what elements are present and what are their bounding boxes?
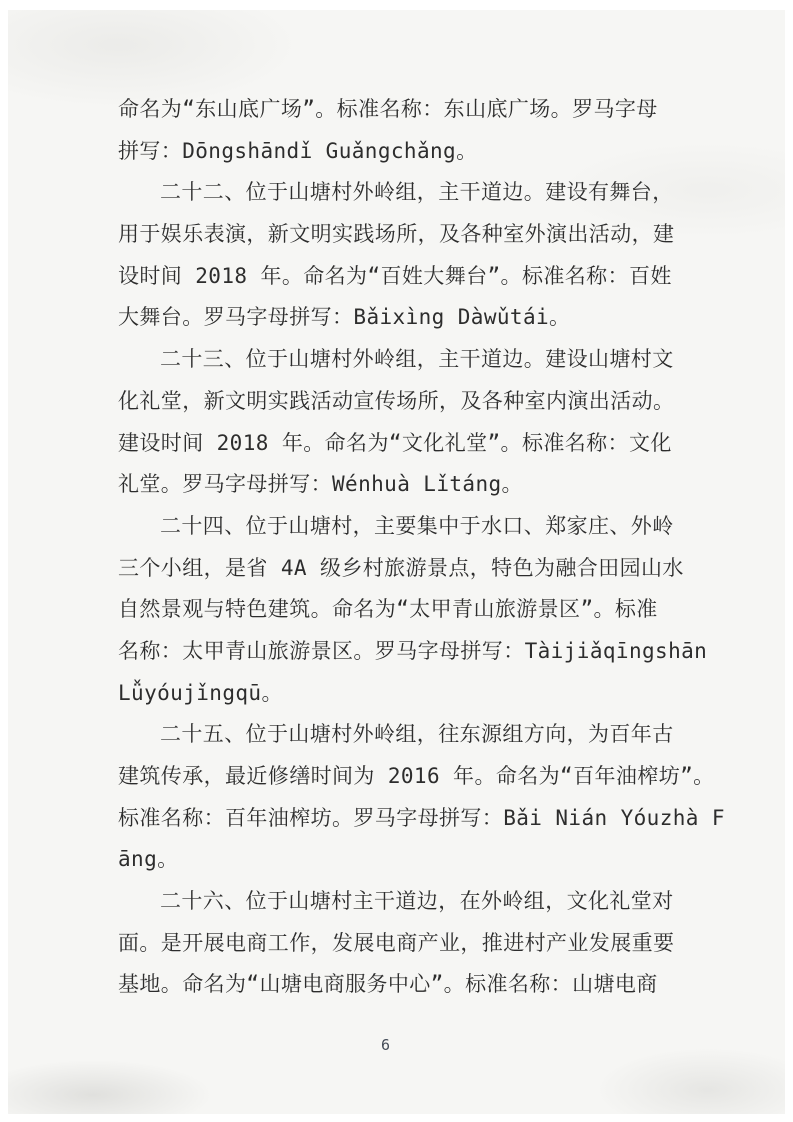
- text-line: 拼写：Dōngshāndǐ Guǎngchǎng。: [118, 138, 478, 163]
- text-line: 名称：太甲青山旅游景区。罗马字母拼写：Tàijiǎqīngshān: [118, 638, 708, 663]
- text-line: 设时间 2018 年。命名为“百姓大舞台”。标准名称：百姓: [118, 263, 672, 288]
- text-line: 用于娱乐表演，新文明实践场所，及各种室外演出活动，建: [118, 222, 675, 247]
- text-line: 二十三、位于山塘村外岭组，主干道边。建设山塘村文: [160, 347, 674, 372]
- text-line: 自然景观与特色建筑。命名为“太甲青山旅游景区”。标准: [118, 597, 658, 622]
- text-line: 建设时间 2018 年。命名为“文化礼堂”。标准名称：文化: [118, 430, 672, 455]
- text-line: 面。是开展电商工作，发展电商产业，推进村产业发展重要: [118, 930, 675, 955]
- text-line: 大舞台。罗马字母拼写：Bǎixìng Dàwǔtái。: [118, 305, 571, 330]
- text-line: 化礼堂，新文明实践活动宣传场所，及各种室内演出活动。: [118, 388, 675, 413]
- text-line: 建筑传承，最近修缮时间为 2016 年。命名为“百年油榨坊”。: [118, 764, 715, 788]
- document-body: [118, 89, 758, 1006]
- text-line: 二十二、位于山塘村外岭组，主干道边。建设有舞台，: [160, 180, 674, 205]
- text-line: 二十五、位于山塘村外岭组，往东源组方向，为百年古: [160, 722, 674, 747]
- scan-page: [8, 10, 785, 1114]
- text-line: 二十六、位于山塘村主干道边，在外岭组，文化礼堂对: [160, 889, 674, 914]
- text-line: Lǚyóujǐngqū。: [118, 680, 283, 705]
- text-line: 礼堂。罗马字母拼写：Wénhuà Lǐtáng。: [118, 472, 523, 497]
- text-line: 命名为“东山底广场”。标准名称：东山底广场。罗马字母: [118, 97, 658, 121]
- text-line: 三个小组，是省 4A 级乡村旅游景点，特色为融合田园山水: [118, 555, 684, 580]
- text-line: 基地。命名为“山塘电商服务中心”。标准名称：山塘电商: [118, 972, 658, 997]
- text-line: 标准名称：百年油榨坊。罗马字母拼写：Bǎi Nián Yóuzhà F: [118, 805, 725, 830]
- text-line: 二十四、位于山塘村，主要集中于水口、郑家庄、外岭: [160, 513, 674, 538]
- page-number: 6: [380, 1036, 391, 1054]
- text-line: āng。: [118, 847, 179, 872]
